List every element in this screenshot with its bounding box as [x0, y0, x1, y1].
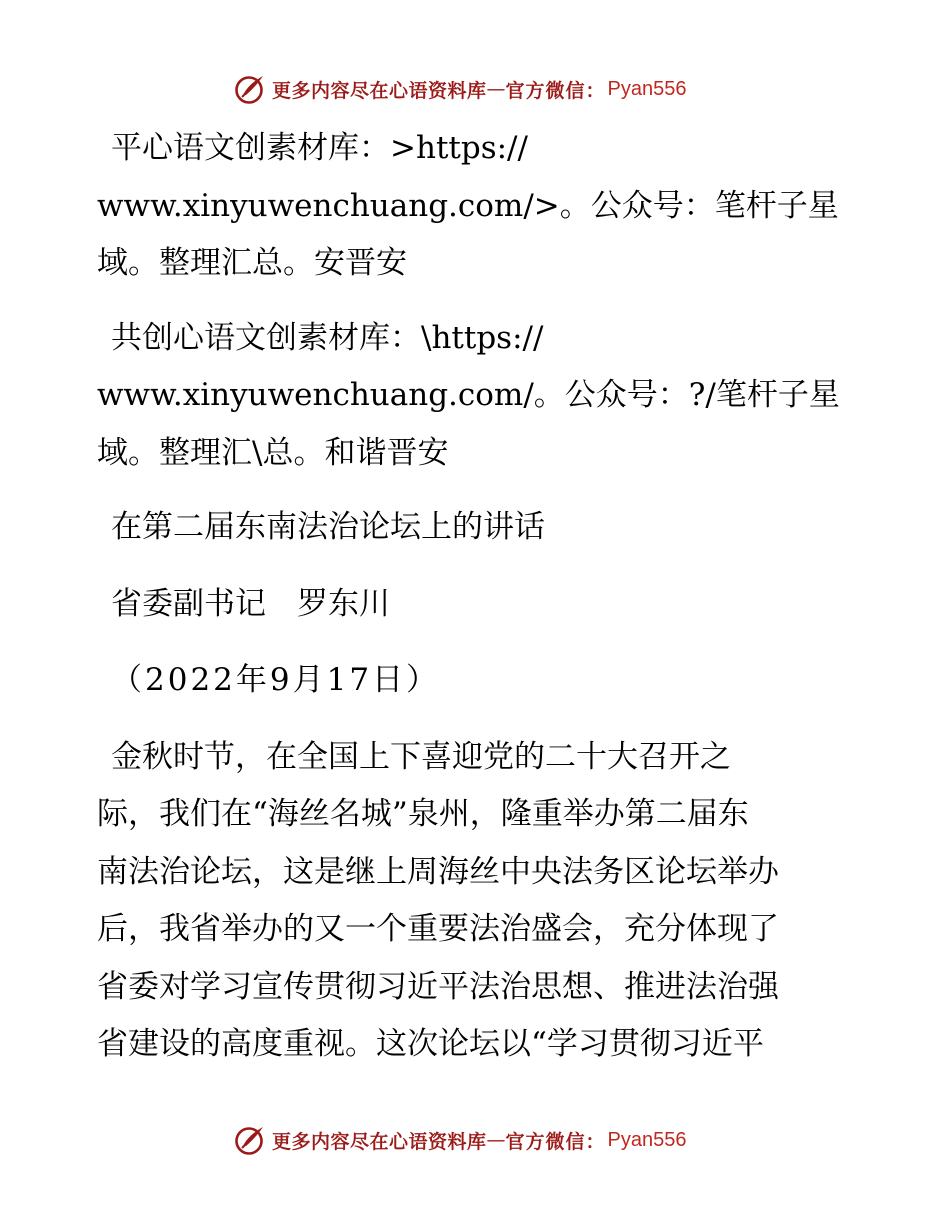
quill-pen-circle-icon	[234, 73, 266, 105]
header-banner	[234, 70, 687, 108]
speech-title-paragraph	[97, 499, 857, 557]
text-line: 共创心语文创素材库：\https://	[111, 319, 544, 356]
text-line: 南法治论坛，这是继上周海丝中央法务区论坛举办	[97, 853, 779, 890]
text-line: 平心语文创素材库：>https://	[111, 130, 528, 166]
text-line: 际，我们在“海丝名城”泉州，隆重举办第二届东	[97, 796, 749, 832]
promo-paragraph-1	[97, 120, 857, 293]
banner-account-id: Pyan556	[607, 77, 687, 100]
speech-author: 省委副书记 罗东川	[111, 585, 390, 622]
text-line: 省建设的高度重视。这次论坛以“学习贯彻习近平	[97, 1026, 764, 1062]
footer-banner	[234, 1121, 687, 1159]
speech-author-paragraph	[97, 576, 857, 634]
quill-pen-circle-icon	[234, 1124, 266, 1156]
text-line: 后，我省举办的又一个重要法治盛会，充分体现了	[97, 911, 779, 947]
speech-date: （2022年9月17日）	[111, 662, 441, 698]
speech-date-paragraph	[97, 652, 857, 710]
promo-paragraph-2	[97, 310, 857, 483]
text-line: 金秋时节，在全国上下喜迎党的二十大召开之	[111, 738, 731, 775]
text-line: 域。整理汇\总。和谐晋安	[97, 434, 449, 471]
text-line: 省委对学习宣传贯彻习近平法治思想、推进法治强	[97, 968, 779, 1005]
banner-slogan: 更多内容尽在心语资料库	[272, 1130, 487, 1153]
text-line: www.xinyuwenchuang.com/。公众号：?/笔杆子星	[97, 377, 840, 413]
banner-separator: —	[486, 1129, 506, 1151]
speech-body-paragraph	[97, 729, 857, 1074]
document-body	[97, 120, 857, 1091]
text-line: 域。整理汇总。安晋安	[97, 245, 407, 281]
speech-title: 在第二届东南法治论坛上的讲话	[111, 509, 545, 545]
text-line: www.xinyuwenchuang.com/>。公众号：笔杆子星	[97, 187, 839, 224]
banner-account-label: 官方微信：	[505, 1130, 606, 1153]
banner-slogan: 更多内容尽在心语资料库	[272, 79, 487, 102]
banner-separator: —	[486, 78, 506, 100]
banner-account-label: 官方微信：	[505, 79, 606, 102]
banner-account-id: Pyan556	[607, 1128, 687, 1151]
